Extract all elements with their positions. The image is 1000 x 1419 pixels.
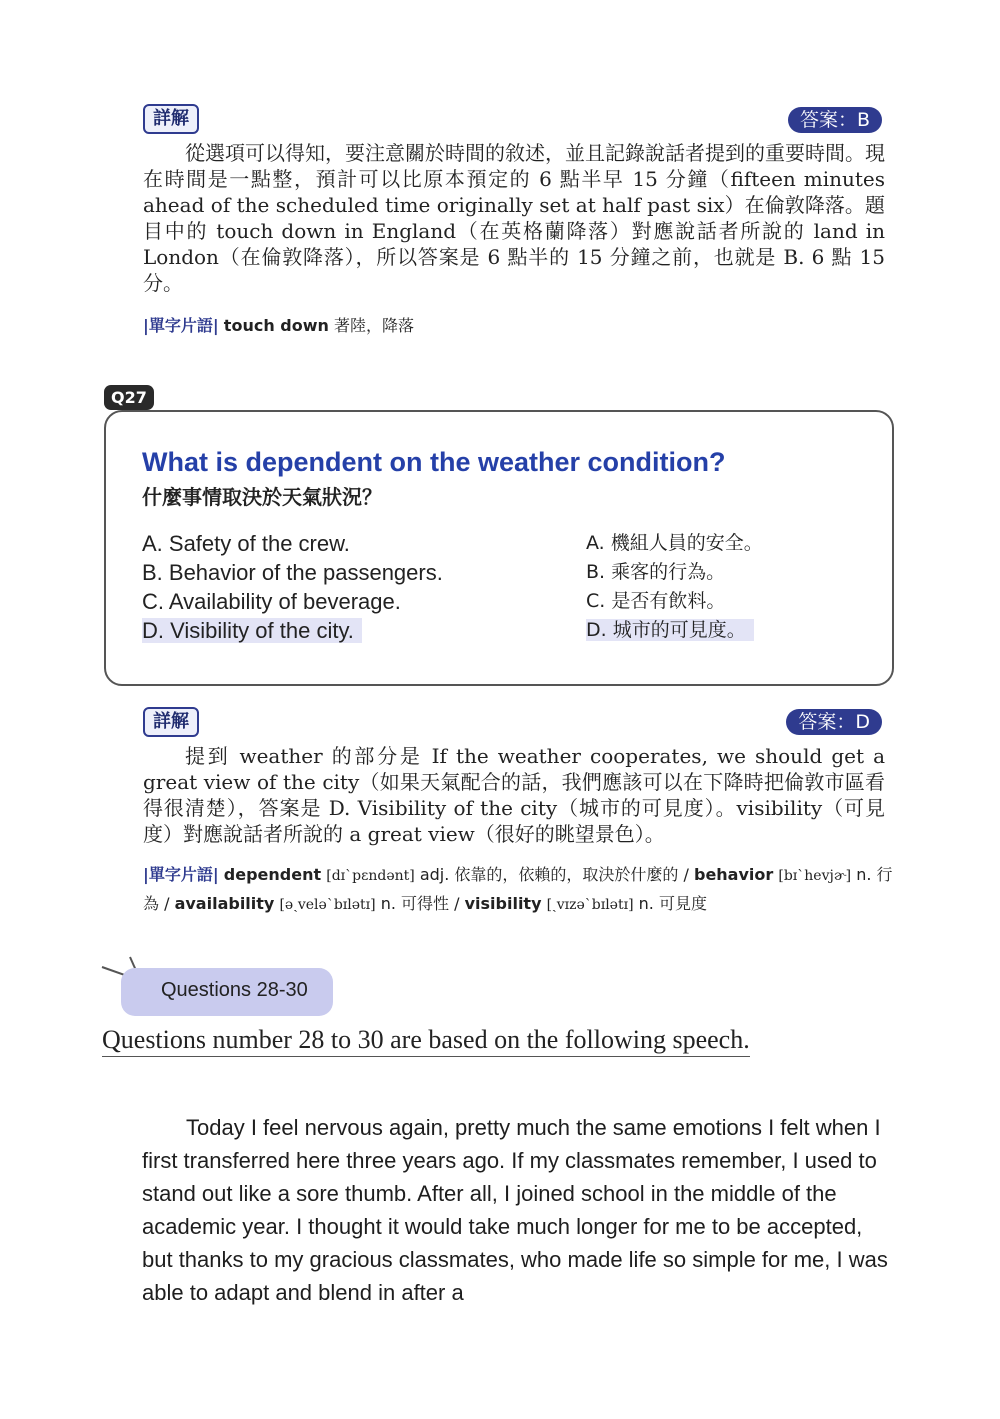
vocab-tag: | 單字片語 | — [143, 316, 219, 335]
vocab-phonetic: [bɪˋhevjɚ] — [778, 868, 852, 884]
question-english: What is dependent on the weather condition? — [142, 447, 726, 477]
answer-badge: 答案：B — [788, 107, 882, 133]
options-chinese — [586, 529, 876, 645]
explanation-text: 從選項可以得知，要注意關於時間的敘述，並且記錄說話者提到的重要時間。現在時間是一點整，預計可以比原本預定的 6 點半早 15 分鐘（fifteen minutes ahead of the scheduled time originally set at half past six）在倫敦降落。題目中的 touch down in England（在英格蘭降落）對應說話者所說的 land in London（在倫敦降落），所以答案是 6 點半的 15 分鐘之前，也就是 B. 6 點 15 分。 — [143, 141, 885, 295]
vocab-meaning: 可得性 — [401, 894, 450, 913]
vocab-section — [143, 312, 885, 339]
option-d-zh-correct: D. 城市的可見度。 — [586, 619, 754, 641]
vocab-phonetic: [dɪˋpɛndənt] — [326, 868, 415, 884]
options-english — [142, 529, 562, 645]
vocab-pos: n. — [856, 865, 872, 884]
vocab-phonetic: [ˏvɪzəˋbɪlətɪ] — [546, 897, 634, 913]
vocab-pos: adj. — [419, 865, 450, 884]
section-label-pill — [121, 968, 333, 1016]
option-d-correct: D. Visibility of the city. — [142, 618, 362, 643]
vocab-term: touch down — [223, 316, 329, 335]
vocab-pos: n. — [638, 894, 654, 913]
vocab-meaning: 著陸，降落 — [333, 316, 414, 335]
question-tag: Q27 — [104, 385, 154, 410]
vocab-tag: | 單字片語 | — [143, 865, 219, 884]
vocab-term: dependent — [223, 865, 322, 884]
speech-text: Today I feel nervous again, pretty much the same emotions I felt when I first transferred here three years ago. If my classmates remember, I used to stand out like a sore thumb. After all, I joined school in the middle of the academic year. I thought it would take much longer for me to be accepted, but thanks to my gracious classmates, who made life so simple for me, I was able to adapt and blend in after a — [142, 1115, 888, 1305]
question-chinese: 什麼事情取決於天氣狀況？ — [142, 485, 382, 509]
vocab-meaning: 可見度 — [658, 894, 707, 913]
option-b-zh: B. 乘客的行為。 — [586, 561, 726, 583]
option-c: C. Availability of beverage. — [142, 589, 401, 614]
explanation-text: 提到 weather 的部分是 If the weather cooperates, we should get a great view of the city（如果天氣配合的話，我們應該可以在下降時把倫敦市區看得很清楚），答案是 D. Visibility of the city（城市的可見度）。visibility（可見度）對應說話者所說的 a great view（很好的眺望景色）。 — [143, 744, 885, 846]
answer-badge: 答案：D — [786, 709, 882, 735]
option-a-zh: A. 機組人員的安全。 — [586, 532, 763, 554]
detail-label: 詳解 — [143, 707, 199, 737]
detail-label: 詳解 — [143, 104, 199, 134]
option-c-zh: C. 是否有飲料。 — [586, 590, 726, 612]
vocab-phonetic: [əˏveləˋbɪlətɪ] — [279, 897, 376, 913]
section-label: Questions 28-30 — [161, 979, 308, 1001]
vocab-term: visibility — [464, 894, 542, 913]
vocab-term: availability — [174, 894, 275, 913]
vocab-meaning: 依靠的，依賴的，取決於什麼的 — [454, 865, 679, 884]
vocab-meaning: 行為 — [143, 865, 893, 913]
section-heading: Questions number 28 to 30 are based on the following speech. — [102, 1025, 750, 1057]
option-b: B. Behavior of the passengers. — [142, 560, 443, 585]
option-a: A. Safety of the crew. — [142, 531, 350, 556]
vocab-section: | 單字片語 | dependent [dɪˋpɛndənt] adj. 依靠的，依賴的，取決於什麼的 / behavior [bɪˋhevjɚ] n. 行為 / availability [əˏveləˋbɪlətɪ] n. 可得性 / visibility [ˏvɪzəˋbɪlətɪ] n. 可見度 — [143, 861, 893, 919]
vocab-pos: n. — [380, 894, 396, 913]
vocab-term: behavior — [693, 865, 774, 884]
